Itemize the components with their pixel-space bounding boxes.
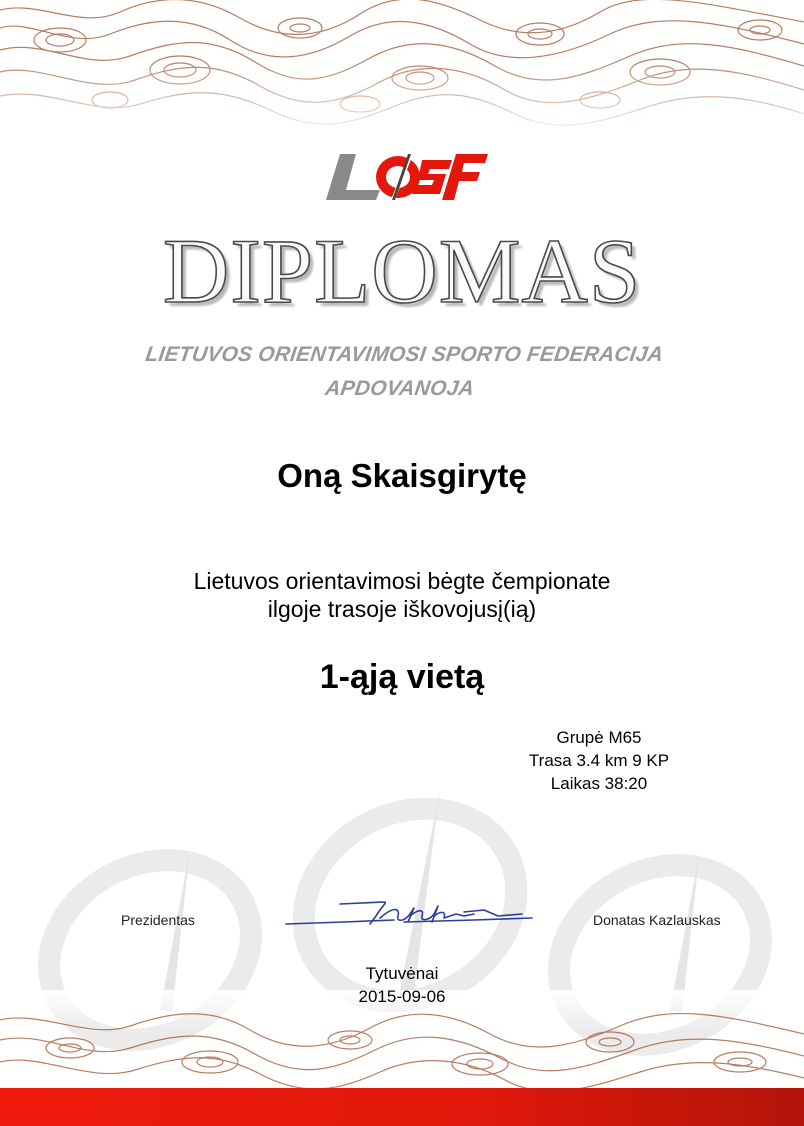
- description-line-2: ilgoje trasoje iškovojusį(ią): [267, 596, 537, 622]
- event-location: Tytuvėnai: [365, 964, 439, 983]
- signer-name: Donatas Kazlauskas: [593, 912, 721, 928]
- event-date: 2015-09-06: [358, 987, 446, 1006]
- handwritten-signature: [284, 894, 536, 934]
- race-details: [480, 726, 718, 795]
- group-label: Grupė M65: [556, 728, 642, 747]
- federation-line-1: LIETUVOS ORIENTAVIMOSI SPORTO FEDERACIJA: [144, 343, 665, 366]
- bottom-red-bar: [0, 1088, 804, 1126]
- federation-name: [0, 338, 804, 406]
- signer-role: Prezidentas: [121, 912, 195, 928]
- footer-place-date: [0, 962, 804, 1008]
- place-awarded: 1-ąją vietą: [319, 658, 485, 696]
- federation-line-2: APDOVANOJA: [323, 377, 476, 400]
- description-line-1: Lietuvos orientavimosi bėgte čempionate: [193, 568, 611, 594]
- course-label: Trasa 3.4 km 9 KP: [528, 751, 670, 770]
- time-label: Laikas 38:20: [550, 774, 648, 793]
- losf-logo-icon: [318, 150, 490, 204]
- diploma-title: DIPLOMAS: [162, 220, 642, 322]
- recipient-name: Oną Skaisgirytę: [277, 457, 527, 494]
- achievement-description: [0, 567, 804, 623]
